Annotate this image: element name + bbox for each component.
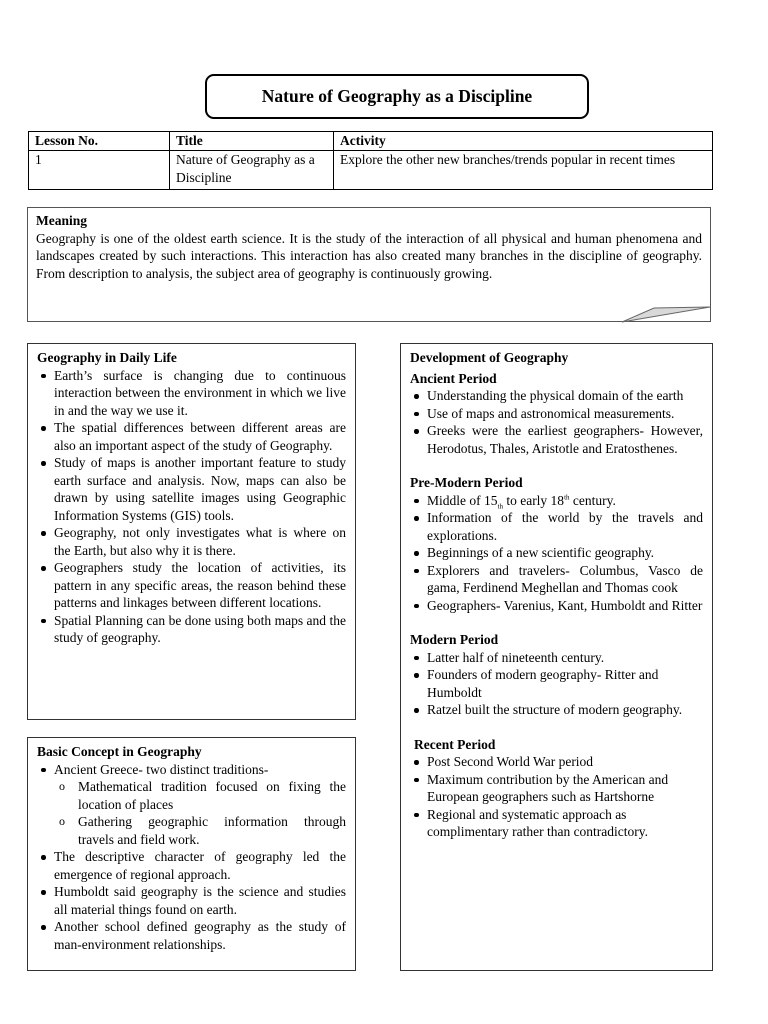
list-item: Understanding the physical domain of the earth — [427, 387, 703, 405]
century-middle: to early 18 — [502, 492, 565, 508]
list-item: Use of maps and astronomical measurements. — [427, 405, 703, 423]
list-item: Spatial Planning can be done using both maps and the study of geography. — [54, 612, 346, 645]
lesson-table — [28, 131, 713, 190]
daily-life-list — [37, 367, 346, 647]
ancient-period-list — [410, 387, 703, 457]
list-item: Geographers- Varenius, Kant, Humboldt and Ritter — [427, 597, 703, 613]
table-row — [29, 151, 713, 190]
page-curl-icon — [620, 302, 712, 324]
basic-concept-list — [37, 761, 346, 954]
list-item: Another school defined geography as the study of man-environment relationships. — [54, 919, 346, 952]
meaning-heading: Meaning — [36, 213, 88, 228]
meaning-box — [27, 207, 711, 322]
modern-period-list — [410, 649, 703, 719]
list-item: Regional and systematic approach as complimentary rather than contradictory. — [427, 806, 703, 841]
header-lesson-no: Lesson No. — [29, 132, 170, 151]
development-box — [400, 343, 713, 971]
sub-list-item: o Gathering geographic information through travels and field work. — [78, 813, 346, 848]
list-item-text: Ancient Greece- two distinct traditions- — [54, 761, 269, 777]
list-item: Greeks were the earliest geographers- However, Herodotus, Thales, Aristotle and Eratosthenes. — [427, 423, 703, 456]
cell-title: Nature of Geography as a Discipline — [170, 151, 334, 190]
century-suffix: century. — [569, 492, 616, 508]
modern-period-heading: Modern Period — [410, 632, 499, 647]
list-item: Information of the world by the travels and explorations. — [427, 510, 703, 543]
page-title: Nature of Geography as a Discipline — [261, 85, 533, 106]
list-item: Geography, not only investigates what is where on the Earth, but also why it is there. — [54, 525, 346, 558]
daily-life-box — [27, 343, 356, 720]
premodern-period-list — [410, 492, 703, 615]
list-item: The spatial differences between different areas are also an important aspect of the study of Geography. — [54, 420, 346, 453]
century-prefix: Middle of 15 — [427, 492, 498, 508]
ancient-period-heading: Ancient Period — [410, 370, 497, 386]
recent-period-list — [410, 753, 703, 841]
premodern-period-heading: Pre-Modern Period — [410, 475, 523, 490]
development-heading: Development of Geography — [410, 350, 569, 365]
list-item — [427, 492, 703, 510]
cell-activity: Explore the other new branches/trends popular in recent times — [334, 151, 713, 190]
basic-concept-box — [27, 737, 356, 971]
list-item: The descriptive character of geography led the emergence of regional approach. — [54, 849, 346, 882]
list-item: Humboldt said geography is the science and studies all material things found on earth. — [54, 884, 346, 917]
century-sup-2: th — [564, 493, 570, 501]
daily-life-heading: Geography in Daily Life — [37, 350, 177, 365]
page-title-box — [205, 74, 589, 119]
sub-list-item: o Mathematical tradition focused on fixing the location of places — [78, 778, 346, 813]
list-item: Ratzel built the structure of modern geography. — [427, 701, 703, 719]
list-item: Post Second World War period — [427, 753, 703, 771]
basic-concept-sublist — [54, 778, 346, 848]
century-sup-1: th — [497, 502, 503, 511]
header-activity: Activity — [334, 132, 713, 151]
header-title: Title — [170, 132, 334, 151]
list-item: Geographers study the location of activities, its pattern in any specific areas, the reason behind these patterns and linkages between different locations. — [54, 560, 346, 610]
recent-period-heading: Recent Period — [414, 736, 496, 752]
list-item: Founders of modern geography- Ritter and Humboldt — [427, 666, 703, 701]
list-item: Latter half of nineteenth century. — [427, 649, 703, 667]
list-item: Earth’s surface is changing due to continuous interaction between the environment in which we live in and the way we use it. — [54, 367, 346, 418]
list-item: Explorers and travelers- Columbus, Vasco de gama, Ferdinend Meghellan and Thomas cook — [427, 562, 703, 595]
cell-lesson-no: 1 — [29, 151, 170, 190]
list-item: Study of maps is another important feature to study earth surface and analysis. Now, maps can also be drawn by using satellite images using Geographic Information Systems (GIS) tools. — [54, 455, 346, 523]
meaning-text: Geography is one of the oldest earth science. It is the study of the interaction of all physical and human phenomena and landscapes created by such interactions. This interaction has also created many branches in the discipline of geography. From description to analysis, the subject area of geography is continuously growing. — [36, 230, 702, 281]
basic-concept-heading: Basic Concept in Geography — [37, 744, 202, 759]
list-item — [54, 761, 346, 849]
list-item: Beginnings of a new scientific geography. — [427, 544, 703, 562]
list-item: Maximum contribution by the American and European geographers such as Hartshorne — [427, 771, 703, 806]
lesson-table-header-row — [29, 132, 713, 151]
